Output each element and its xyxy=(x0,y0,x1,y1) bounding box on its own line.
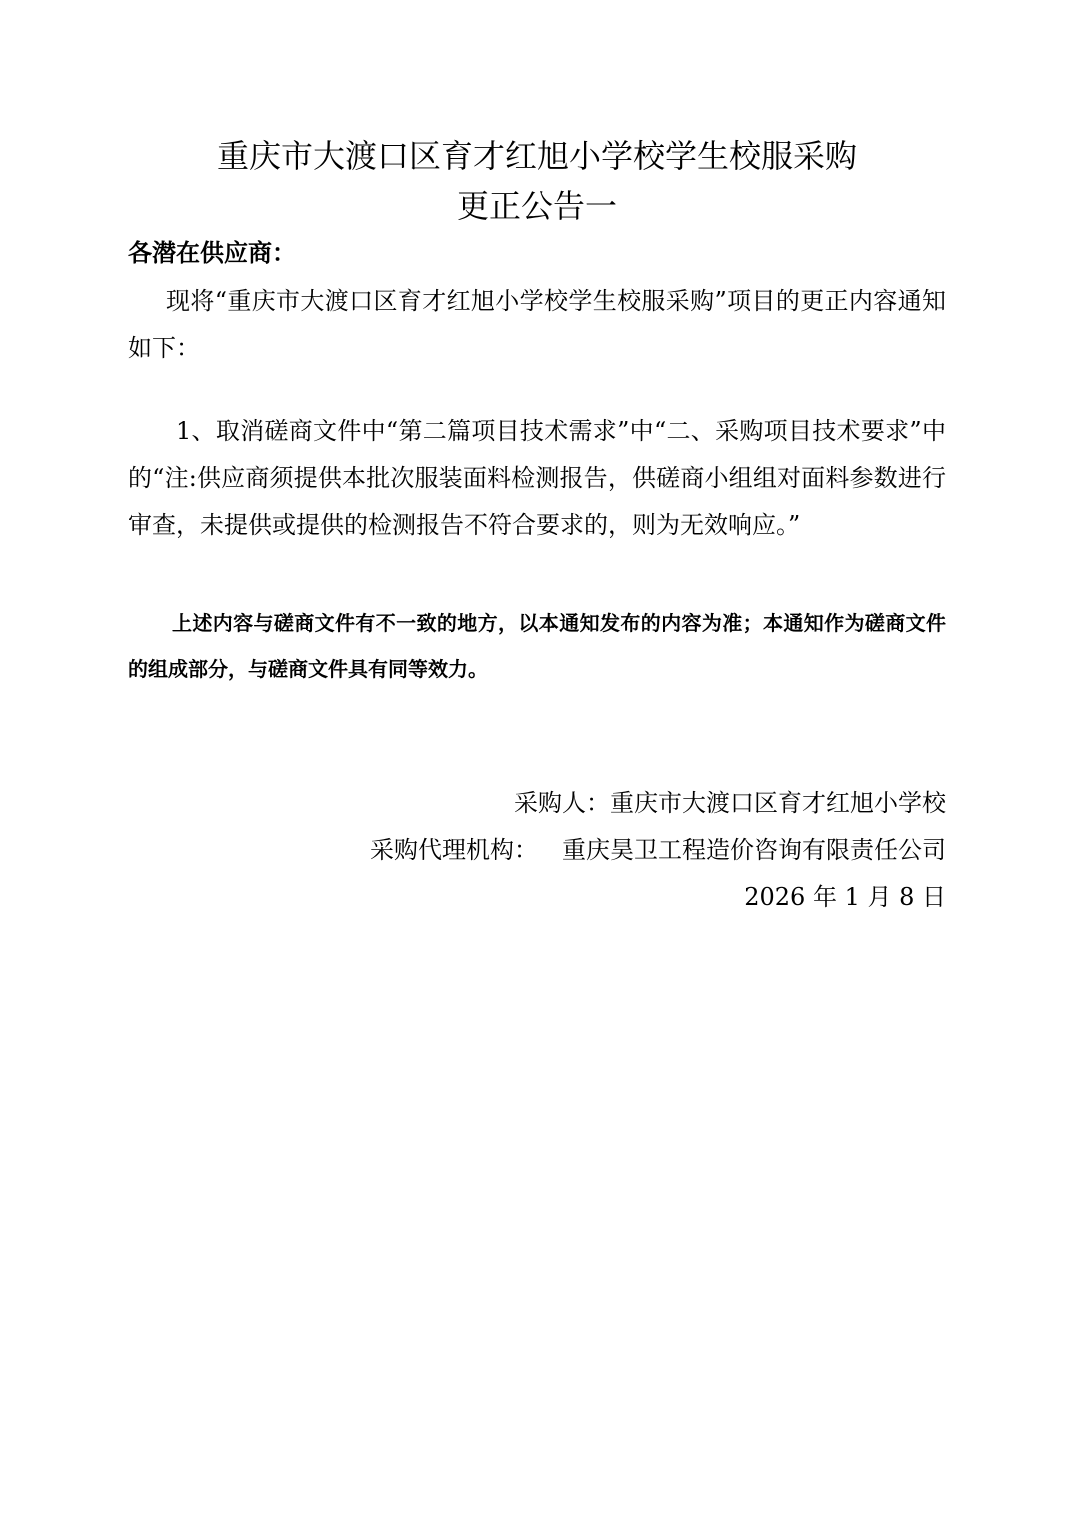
agency-line xyxy=(370,833,946,867)
salutation: 各潜在供应商： xyxy=(128,238,296,267)
agency-label: 采购代理机构： xyxy=(370,836,538,864)
agency-name: 重庆昊卫工程造价咨询有限责任公司 xyxy=(562,836,946,864)
validity-note: 上述内容与磋商文件有不一致的地方，以本通知发布的内容为准；本通知作为磋商文件的组成部分，与磋商文件具有同等效力。 xyxy=(128,611,946,681)
title-line-1: 重庆市大渡口区育才红旭小学校学生校服采购 xyxy=(216,137,857,175)
title-line-2: 更正公告一 xyxy=(456,187,617,225)
purchaser-line: 采购人：重庆市大渡口区育才红旭小学校 xyxy=(514,789,946,817)
issue-date: 2026 年 1 月 8 日 xyxy=(744,883,946,911)
correction-item-1: 1、取消磋商文件中“第二篇项目技术需求”中“二、采购项目技术要求”中的“注:供应商须提供本批次服装面料检测报告，供磋商小组组对面料参数进行审查，未提供或提供的检测报告不符合要求的，则为无效响应。” xyxy=(128,417,946,539)
intro-paragraph: 现将“重庆市大渡口区育才红旭小学校学生校服采购”项目的更正内容通知如下： xyxy=(128,287,946,362)
